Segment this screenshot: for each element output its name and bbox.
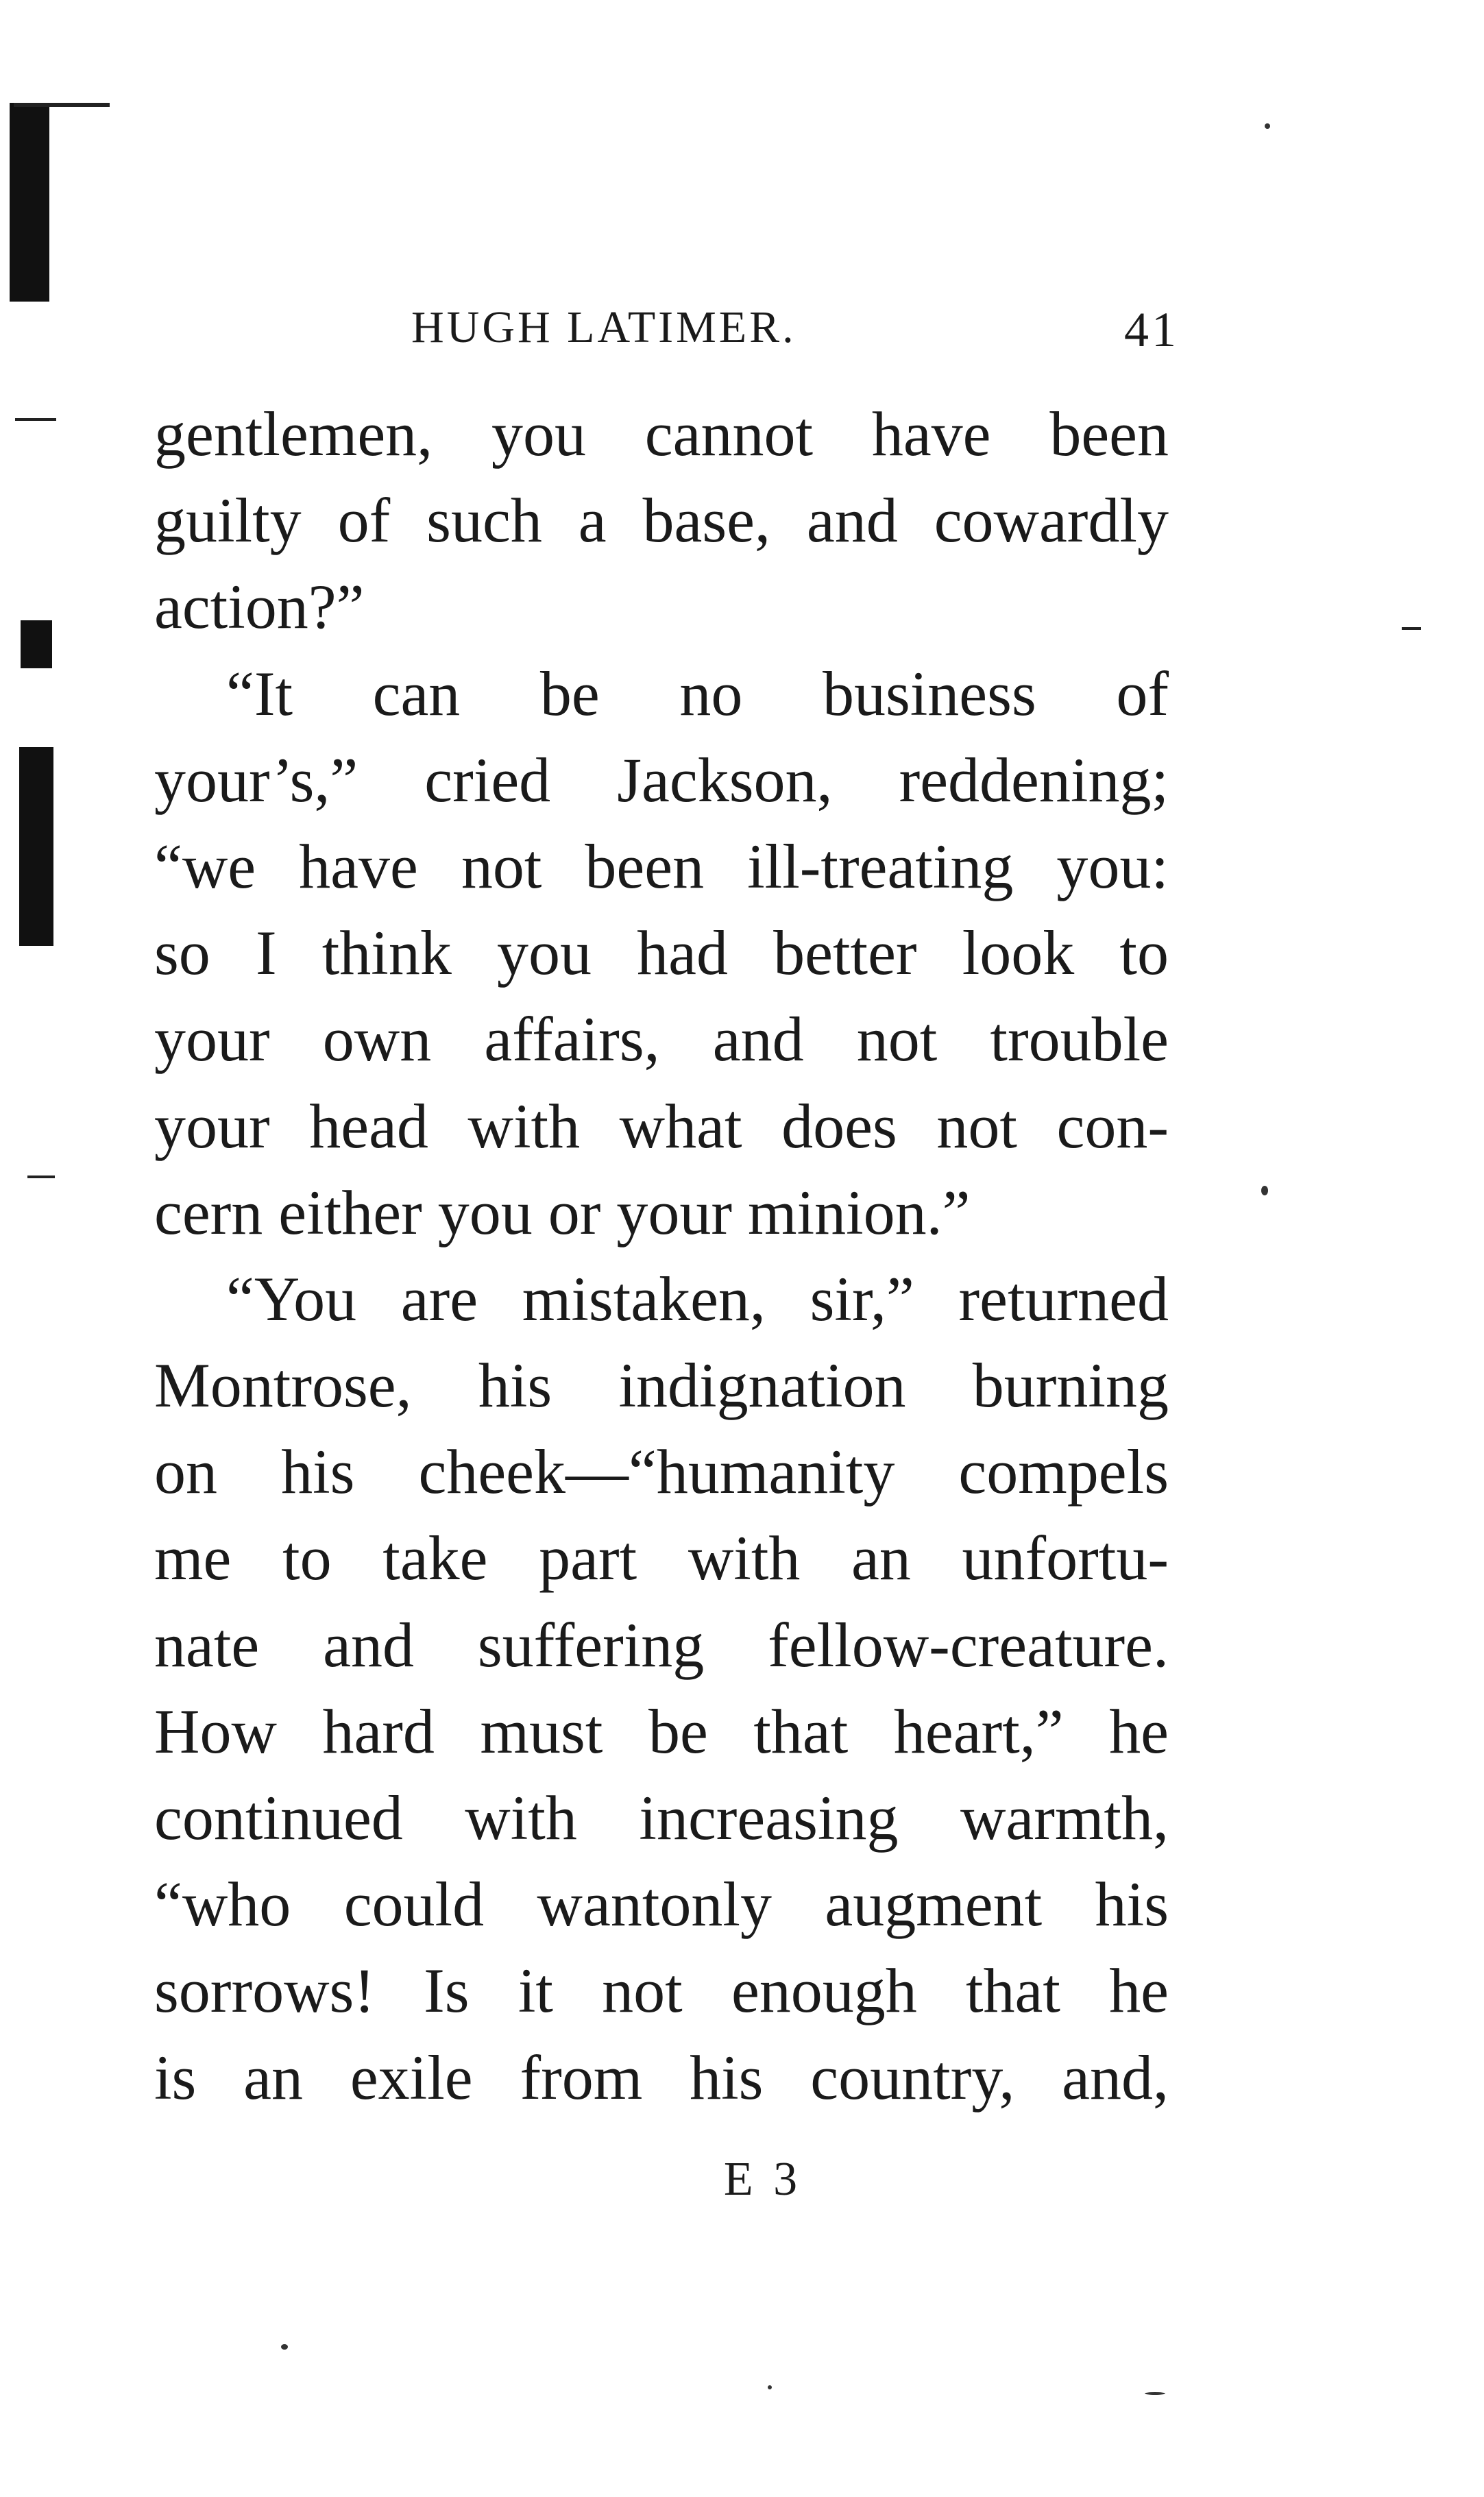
binding-shadow-middle xyxy=(19,747,53,946)
body-text xyxy=(154,391,1169,2121)
binding-mark xyxy=(21,620,52,668)
ink-speck xyxy=(1145,2392,1165,2395)
text-line: guilty of such a base, and cowardly xyxy=(154,485,1169,556)
ink-speck xyxy=(281,2344,288,2350)
page-header xyxy=(411,302,1179,363)
text-line: “we have not been ill-treating you: xyxy=(154,831,1169,901)
text-line: on his cheek—“humanity compels xyxy=(154,1437,1169,1507)
running-head: HUGH LATIMER. xyxy=(411,302,796,352)
binding-shadow-top xyxy=(10,103,49,302)
text-line: so I think you had better look to xyxy=(154,918,1169,988)
text-line: your own affairs, and not trouble xyxy=(154,1004,1169,1075)
ink-speck xyxy=(1261,1186,1268,1195)
text-line: How hard must be that heart,” he xyxy=(154,1696,1169,1766)
text-line: your’s,” cried Jackson, reddening; xyxy=(154,744,1169,815)
text-line: your head with what does not con- xyxy=(154,1091,1169,1161)
signature-label: E 3 xyxy=(723,2153,802,2206)
text-line: is an exile from his country, and, xyxy=(154,2042,1169,2112)
margin-dash xyxy=(15,418,56,421)
margin-dash xyxy=(27,1176,55,1178)
text-line: continued with increasing warmth, xyxy=(154,1783,1169,1853)
text-line: me to take part with an unfortu- xyxy=(154,1523,1169,1594)
text-line: “It can be no business of xyxy=(226,658,1169,729)
ink-speck xyxy=(768,2385,772,2389)
text-line: “who could wantonly augment his xyxy=(154,1869,1169,1940)
text-line: sorrows! Is it not enough that he xyxy=(154,1956,1169,2026)
margin-dash xyxy=(1402,627,1421,630)
text-line: nate and suffering fellow-creature. xyxy=(154,1609,1169,1680)
text-line: action?” xyxy=(154,572,365,642)
signature-mark xyxy=(0,2152,1484,2207)
page-number: 41 xyxy=(1124,302,1179,357)
text-line: “You are mistaken, sir,” returned xyxy=(226,1263,1169,1334)
text-line: cern either you or your minion.” xyxy=(154,1177,971,1247)
binding-tick xyxy=(14,103,110,107)
text-line: Montrose, his indignation burning xyxy=(154,1350,1169,1421)
text-line: gentlemen, you cannot have been xyxy=(154,399,1169,469)
ink-speck xyxy=(1265,123,1270,129)
